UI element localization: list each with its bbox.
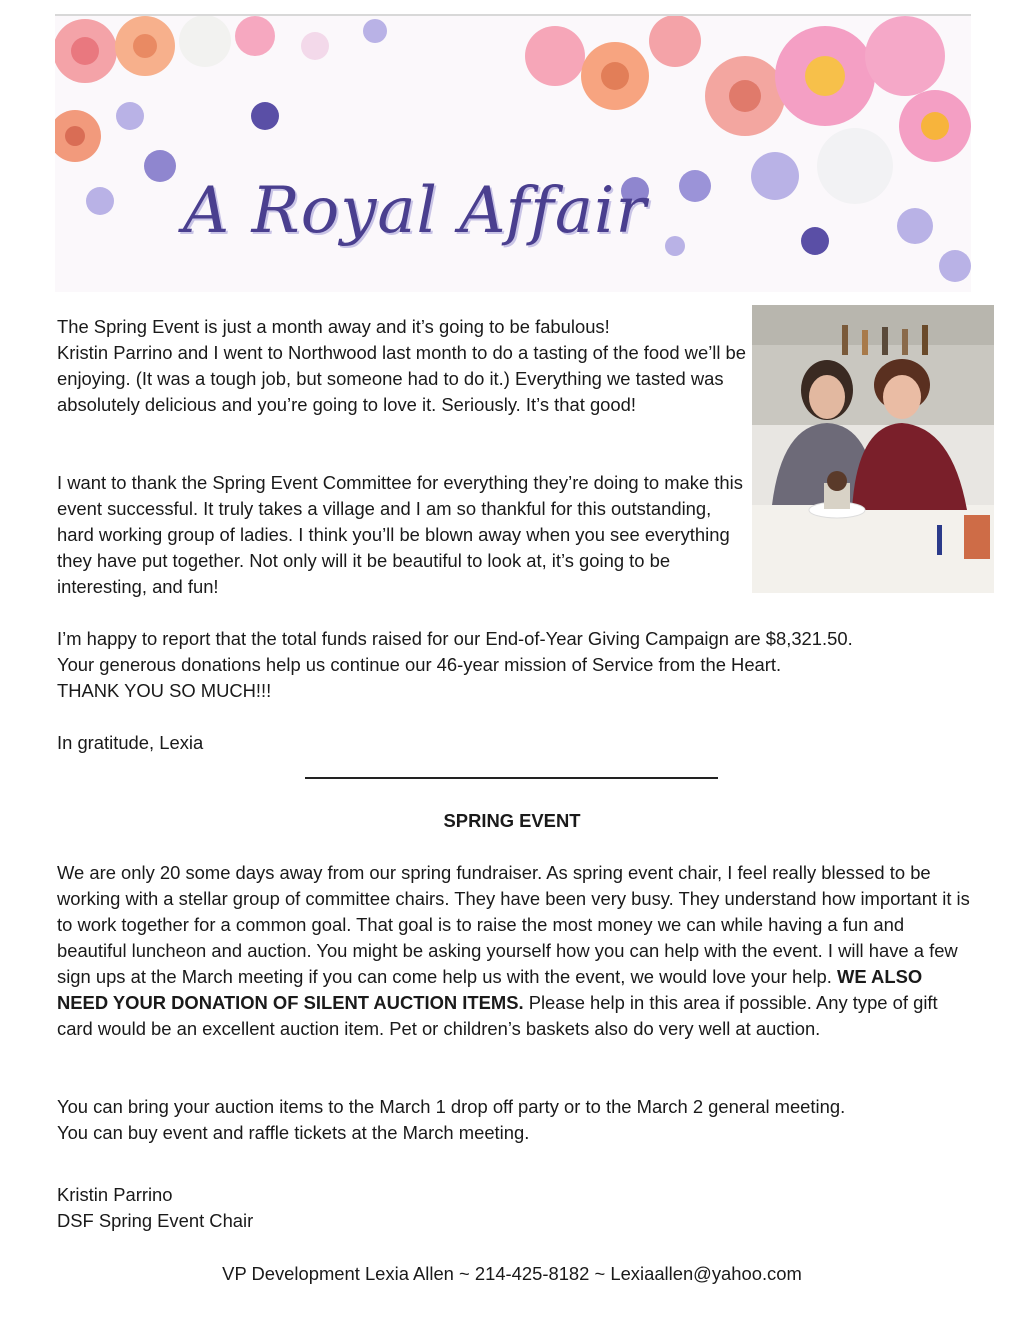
spring-event-signature [57, 1182, 557, 1234]
letter-signoff [57, 730, 457, 756]
tasting-photo [752, 305, 994, 593]
spring-event-p1-start: We are only 20 some days away from our spring fundraiser. As spring event chair, I feel really blessed to be working with a stellar group of committee chairs. They have been very busy. They understand how important it is to work together for a common goal. That goal is to raise the most money we can while having a fun and beautiful luncheon and auction. You might be asking yourself how you can help with the event. I will have a few sign ups at the March meeting if you can come help us with the event, we would love your help. [57, 862, 970, 987]
spring-event-paragraph-2 [57, 1094, 977, 1146]
spring-event-p2-line1: You can bring your auction items to the March 1 drop off party or to the March 2 general meeting. [57, 1096, 846, 1117]
letter-paragraph-3 [57, 626, 977, 704]
banner-title: A Royal Affair [182, 174, 648, 248]
letter-p1-line2: Kristin Parrino and I went to Northwood last month to do a tasting of the food we’ll be enjoying. (It was a tough job, but someone had to do it.) Everything we tasted was absolutely delicious and you’re going to love it. Seriously. It’s that good! [57, 342, 747, 415]
footer-contact: VP Development Lexia Allen ~ 214-425-8182 ~ Lexiaallen@yahoo.com [222, 1263, 802, 1284]
letter-paragraph-2 [57, 470, 747, 600]
letter-paragraph-1 [57, 314, 747, 418]
spring-event-heading: SPRING EVENT [443, 810, 581, 831]
letter-p2: I want to thank the Spring Event Committee for everything they’re doing to make this event successful. It truly takes a village and I am so thankful for this outstanding, hard working group of ladies. I think you’ll be blown away when you see everything they have put together. Not only will it be beautiful to look at, it’s going to be interesting, and fun! [57, 472, 743, 597]
signature-name: Kristin Parrino [57, 1184, 173, 1205]
letter-p3-line1: I’m happy to report that the total funds raised for our End-of-Year Giving Campaign are $8,321.50. [57, 628, 853, 649]
signature-title: DSF Spring Event Chair [57, 1210, 254, 1231]
spring-event-p1 [57, 860, 977, 1042]
spring-event-p1-end: Please help in this area if possible. Any type of gift card would be an excellent auction item. Pet or children’s baskets also do very well at auction. [57, 992, 938, 1039]
spring-event-paragraph-1 [57, 860, 977, 1042]
letter-signoff-text: In gratitude, Lexia [57, 732, 204, 753]
spring-event-p1-bold: WE ALSO NEED YOUR DONATION OF SILENT AUCTION ITEMS. [57, 966, 923, 1013]
letter-p1-line1: The Spring Event is just a month away and it’s going to be fabulous! [57, 316, 610, 337]
section-divider [305, 777, 718, 779]
floral-banner [55, 14, 971, 292]
letter-p3-line3: THANK YOU SO MUCH!!! [57, 680, 272, 701]
spring-event-p2-line2: You can buy event and raffle tickets at the March meeting. [57, 1122, 530, 1143]
letter-p3-line2: Your generous donations help us continue our 46-year mission of Service from the Heart. [57, 654, 782, 675]
